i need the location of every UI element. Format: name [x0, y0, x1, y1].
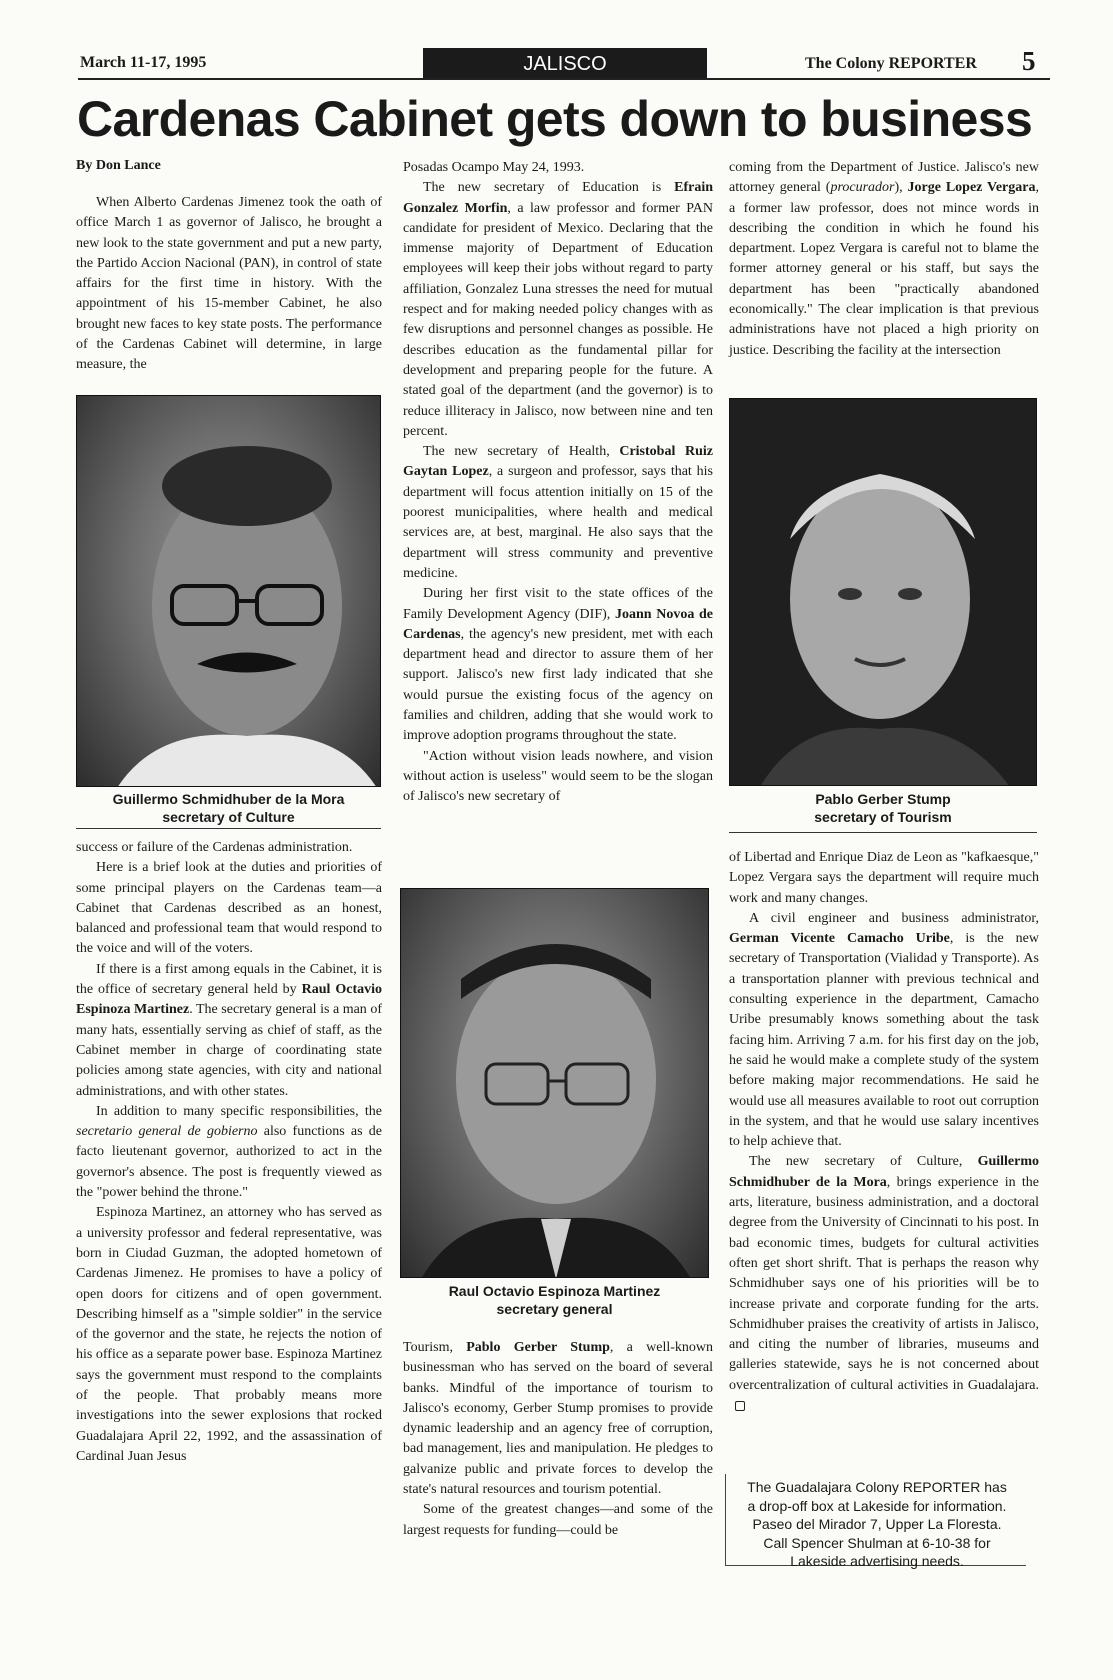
paragraph: [76, 1102, 382, 1203]
caption-title: secretary of Culture: [162, 809, 295, 825]
ad-line: a drop-off box at Lakeside for information.: [747, 1497, 1007, 1514]
header-rule: [78, 78, 1050, 80]
paragraph: [76, 960, 382, 1102]
text-run: Here is a brief look at the duties and priorities of some principal players on the Cardenas team—a Cabinet that Cardenas described as an honest, balanced and professional team that would respond to the voice and will of the voters.: [76, 860, 382, 957]
text-run: Tourism,: [403, 1340, 467, 1355]
text-run: ),: [894, 180, 908, 196]
text-run: also functions as de facto lieutenant governor, authorized to act in the governor's absence. The post is frequently viewed as the "power behind the throne.": [76, 1124, 383, 1201]
caption-tourism: [729, 790, 1037, 826]
italic-term: secretario general de gobierno: [76, 1124, 258, 1140]
caption-culture: [76, 790, 381, 826]
text-run: , brings experience in the arts, literature, business administration, and a doctoral degree from the University of Cincinnati to his post. In bad economic times, budgets for cultural activities often get short shrift. That is perhaps the reason why Schmidhuber says one of his priorities will be to increase private and corporate funding for the arts. Schmidhuber praises the creativity of artists in Jalisco, and citing the number of libraries, museums and galleries statewide, says he is not concerned about overcentralization of cultural activities in Guadalajara.: [729, 1174, 1039, 1393]
paragraph: [403, 1338, 713, 1500]
text-run: , a law professor and former PAN candidate for president of Mexico. Declaring that the immense majority of Department of Education employees will keep their jobs without regard to party affiliation, Gonzalez Luna stresses the need for mutual respect and for making needed policy changes with as few disruptions and personnel changes as possible. He describes education as the fundamental pillar for development and preparing people for the future. A stated goal of the department (and the governor) is to reduce illiteracy in Jalisco, now between nine and ten percent.: [403, 200, 713, 439]
photo-secretary-general: [400, 888, 709, 1278]
ad-line: Lakeside advertising needs.: [790, 1553, 964, 1569]
paragraph: When Alberto Cardenas Jimenez took the oath of office March 1 as governor of Jalisco, he brought a new look to the state government and put a new party, the Partido Accion Nacional (PAN), in control of state affairs for the first time in history. With the appointment of his 15-member Cabinet, he also brought new faces to key state posts. The performance of the Cardenas Cabinet will determine, in large measure, the: [76, 195, 382, 373]
caption-rule: [729, 832, 1037, 833]
italic-term: procurador: [830, 180, 895, 196]
person-name: Joann Novoa de Cardenas: [403, 606, 713, 642]
page-number: 5: [1022, 46, 1036, 76]
column-3-bottom: [729, 848, 1039, 1416]
end-mark-icon: [735, 1401, 745, 1411]
caption-title: secretary general: [496, 1301, 613, 1317]
column-1-top: [76, 193, 382, 376]
text-run: During her first visit to the state offices of the Family Development Agency (DIF),: [403, 586, 713, 622]
text-run: , a former law professor, does not mince words in describing the condition in which he found his department. Lopez Vergara is careful not to blame the former attorney general or his staff, but says the department has been "practically abandoned economically." The clear implication is that previous administrations have not placed a high priority on justice. Describing the facility at the intersection: [729, 180, 1039, 358]
publication-name: The Colony REPORTER: [805, 55, 977, 72]
portrait-icon: [401, 889, 709, 1278]
caption-title: secretary of Tourism: [814, 809, 952, 825]
person-name: Cristobal Ruiz Gaytan Lopez: [403, 444, 713, 480]
text-run: , a well-known businessman who has served on the board of several banks. Mindful of the importance of tourism to Jalisco's economy, Gerber Stump promises to provide dynamic leadership and an agency free of corruption, bad management, lies and manipulation. He pledges to galvanize public and private forces to develop the state's natural resources and tourism potential.: [403, 1340, 713, 1498]
paragraph: "Action without vision leads nowhere, and vision without action is useless" would seem to be the slogan of Jalisco's new secretary of: [403, 748, 713, 805]
text-run: In addition to many specific responsibilities, the: [96, 1103, 382, 1119]
ad-line: Paseo del Mirador 7, Upper La Floresta.: [752, 1516, 1002, 1532]
person-name: Jorge Lopez Vergara: [907, 180, 1036, 196]
paragraph: of Libertad and Enrique Diaz de Leon as "kafkaesque," Lopez Vergara says the department will require much work and many changes.: [729, 850, 1039, 906]
ad-line: The Guadalajara Colony REPORTER has: [747, 1479, 1007, 1495]
person-name: Raul Octavio Espinoza Martinez: [76, 982, 382, 1018]
portrait-icon: [77, 396, 381, 787]
caption-name: Guillermo Schmidhuber de la Mora: [112, 791, 345, 807]
paragraph: [403, 178, 713, 442]
caption-name: Raul Octavio Espinoza Martinez: [448, 1283, 661, 1299]
person-name: Guillermo Schmidhuber de la Mora: [729, 1154, 1039, 1190]
person-name: Efrain Gonzalez Morfin: [403, 180, 713, 216]
paragraph: Espinoza Martinez, an attorney who has served as a university professor and federal representative, was born in Ciudad Guzman, the adopted hometown of Cardenas Jimenez. He promises to have a policy of open doors for citizens and of open government. Describing himself as a "simple soldier" in the service of the governor and the state, he rejects the notion of his office as a separate power base. Espinoza Martinez says the government must respond to the complaints of the people. That probably means more investigations into the sewer explosions that rocked Guadalajara April 22, 1992, and the assassination of Cardinal Juan Jesus: [76, 1205, 382, 1464]
paragraph: [403, 584, 713, 746]
section-tag: JALISCO: [423, 48, 707, 80]
paragraph: [729, 909, 1039, 1153]
text-run: The new secretary of Education is: [423, 180, 675, 196]
portrait-icon: [730, 399, 1037, 786]
column-2-top: [403, 158, 713, 808]
paragraph: Some of the greatest changes—and some of the largest requests for funding—could be: [403, 1502, 713, 1538]
advertising-notice: [725, 1474, 1026, 1569]
person-name: German Vicente Camacho Uribe: [729, 931, 950, 947]
caption-rule: [76, 828, 381, 829]
person-name: Pablo Gerber Stump: [466, 1340, 610, 1355]
paragraph: [729, 1152, 1039, 1416]
caption-name: Pablo Gerber Stump: [815, 791, 951, 807]
column-3-top: [729, 158, 1039, 361]
ad-line: Call Spencer Shulman at 6-10-38 for: [763, 1534, 991, 1551]
paragraph: Posadas Ocampo May 24, 1993.: [403, 160, 585, 175]
column-2-bottom: [403, 1338, 713, 1541]
paragraph: [76, 858, 382, 959]
headline: Cardenas Cabinet gets down to business: [77, 91, 1033, 147]
paragraph: success or failure of the Cardenas administration.: [76, 840, 353, 855]
photo-tourism-secretary: [729, 398, 1037, 786]
text-run: The new secretary of Culture,: [749, 1154, 978, 1170]
column-1-bottom: [76, 838, 382, 1467]
photo-culture-secretary: [76, 395, 381, 787]
text-run: . The secretary general is a man of many hats, essentially serving as chief of staff, as the Cabinet member in charge of coordinating state policies among state agencies, with city and national administrations, and with other states.: [76, 1002, 383, 1099]
text-run: The new secretary of Health,: [423, 444, 620, 460]
caption-secretary-general: [400, 1282, 709, 1318]
paragraph: [729, 158, 1039, 361]
issue-date: March 11-17, 1995: [80, 54, 207, 71]
text-run: A civil engineer and business administrator,: [749, 910, 1039, 926]
byline: By Don Lance: [76, 158, 161, 173]
text-run: , a surgeon and professor, says that his department will focus attention initially on 15 of the poorest municipalities, where health and medical services are, at best, marginal. He also says that the department will stress community and preventive medicine.: [403, 464, 713, 581]
paragraph: [403, 442, 713, 584]
text-run: coming from the Department of Justice. Jalisco's new attorney general (: [729, 160, 1039, 196]
text-run: , the agency's new president, met with each department head and director to assure them of her support. Jalisco's new first lady indicated that she would pursue the existing focus of the agency on families and children, adding that she would work to improve adoption programs throughout the state.: [403, 626, 713, 744]
text-run: , is the new secretary of Transportation (Vialidad y Transporte). As a transportation planner with previous technical and consulting experience in the department, Camacho Uribe presumably knows something about the task facing him. Arriving 7 a.m. for his first day on the job, he said he would make a complete study of the system before making major recommendations. He said he would use all measures available to root out corruption in the system, and that he would use salary incentives to help achieve that.: [729, 931, 1040, 1150]
text-run: If there is a first among equals in the Cabinet, it is the office of secretary general held by: [76, 961, 382, 998]
